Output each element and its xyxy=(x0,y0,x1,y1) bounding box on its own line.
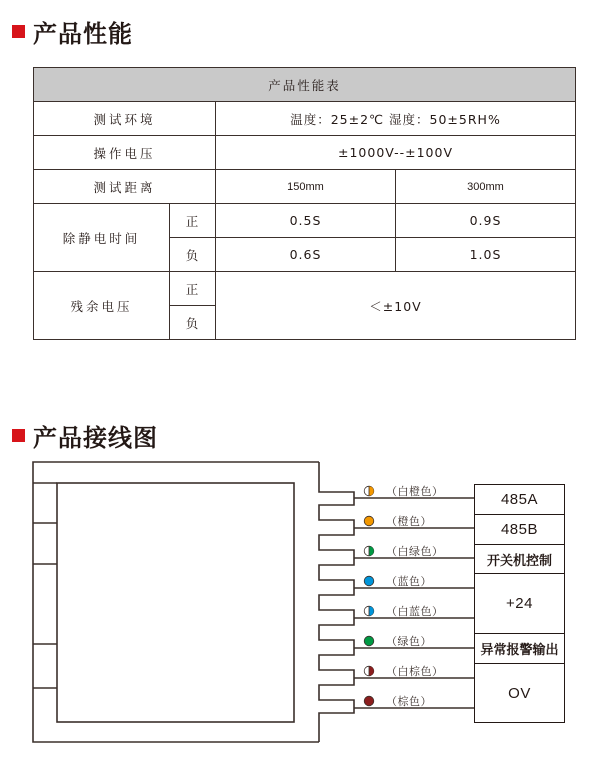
terminal-power-control: 开关机控制 xyxy=(474,544,565,574)
row-label-residual-voltage: 残余电压 xyxy=(34,272,170,340)
row-value-operating-voltage: ±1000V--±100V xyxy=(216,136,576,170)
wire-dot-white-blue-icon xyxy=(364,606,374,616)
distance-300: 300mm xyxy=(396,170,576,204)
wire-label: （白橙色） xyxy=(386,485,444,498)
residual-voltage-value: ＜±10V xyxy=(216,272,576,340)
terminal-plus-24v: +24 xyxy=(474,573,565,634)
wire-dot-white-green-icon xyxy=(364,546,374,556)
connector-comb xyxy=(319,462,354,742)
wire-label: （绿色） xyxy=(386,635,432,648)
discharge-negative-300: 1.0S xyxy=(396,238,576,272)
polarity-positive: 正 xyxy=(170,272,216,306)
terminal-0v: OV xyxy=(474,663,565,723)
wire-dot-white-brown-icon xyxy=(364,666,374,676)
wire-dot-orange-icon xyxy=(364,516,374,526)
section-title-text: 产品性能 xyxy=(33,20,133,48)
row-label-operating-voltage: 操作电压 xyxy=(34,136,216,170)
wire-label: （棕色） xyxy=(386,695,432,708)
distance-150: 150mm xyxy=(216,170,396,204)
device-screen xyxy=(57,483,294,722)
row-label-test-distance: 测试距离 xyxy=(34,170,216,204)
discharge-positive-300: 0.9S xyxy=(396,204,576,238)
wire-label: （白蓝色） xyxy=(386,605,444,618)
wire-label: （蓝色） xyxy=(386,575,432,588)
table-header: 产品性能表 xyxy=(34,68,576,102)
section-title-text: 产品接线图 xyxy=(33,424,158,452)
wire-dot-blue-icon xyxy=(364,576,374,586)
polarity-positive: 正 xyxy=(170,204,216,238)
wire-label: （白绿色） xyxy=(386,545,444,558)
row-label-discharge-time: 除静电时间 xyxy=(34,204,170,272)
wire-dot-green-icon xyxy=(364,636,374,646)
row-value-test-environment: 温度：25±2℃ 湿度：50±5RH% xyxy=(216,102,576,136)
discharge-positive-150: 0.5S xyxy=(216,204,396,238)
wire-dot-white-orange-icon xyxy=(364,486,374,496)
wire-dot-brown-icon xyxy=(364,696,374,706)
device-outline xyxy=(33,462,319,742)
terminal-alarm-output: 异常报警输出 xyxy=(474,633,565,664)
terminal-485a: 485A xyxy=(474,484,565,515)
polarity-negative: 负 xyxy=(170,306,216,340)
wire-label: （橙色） xyxy=(386,515,432,528)
polarity-negative: 负 xyxy=(170,238,216,272)
discharge-negative-150: 0.6S xyxy=(216,238,396,272)
row-label-test-environment: 测试环境 xyxy=(34,102,216,136)
terminal-485b: 485B xyxy=(474,514,565,545)
wire-label: （白棕色） xyxy=(386,665,444,678)
